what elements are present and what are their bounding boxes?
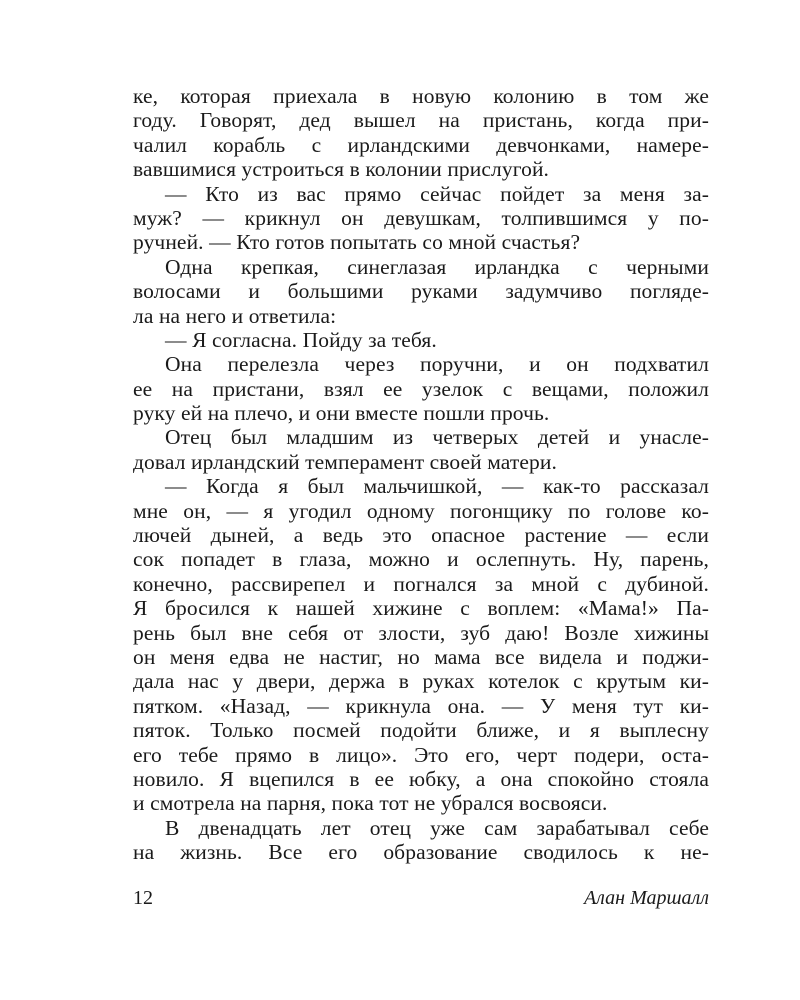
text-line: дала нас у двери, держа в руках котелок с крутым ки- — [133, 669, 709, 694]
body-text — [133, 84, 709, 865]
text-line: сок попадет в глаза, можно и ослепнуть. Ну, парень, — [133, 547, 709, 572]
text-line: и смотрела на парня, пока тот не убрался восвояси. — [133, 791, 608, 816]
text-line: Я бросился к нашей хижине с воплем: «Мама!» Па- — [133, 596, 709, 621]
page-footer — [133, 885, 709, 911]
text-line: ее на пристани, взял ее узелок с вещами, положил — [133, 376, 709, 401]
text-line: ке, которая приехала в новую колонию в том же — [133, 84, 709, 108]
text-line: конечно, рассвирепел и погнался за мной с дубиной. — [133, 571, 709, 596]
text-line: — Я согласна. Пойду за тебя. — [165, 327, 437, 352]
text-line: — Когда я был мальчишкой, — как-то рассказал — [165, 474, 709, 499]
text-line: на жизнь. Все его образование сводилось к не- — [133, 840, 709, 865]
running-footer-author: Алан Маршалл — [583, 887, 709, 909]
text-line: лючей дыней, а ведь это опасное растение — если — [133, 523, 709, 548]
text-line: Она перелезла через поручни, и он подхватил — [165, 352, 709, 377]
text-line: муж? — крикнул он девушкам, толпившимся у по- — [133, 205, 709, 230]
text-line: рень был вне себя от злости, зуб даю! Возле хижины — [133, 620, 709, 645]
text-line: пятком. «Назад, — крикнула она. — У меня тут ки- — [133, 693, 709, 718]
text-line: — Кто из вас прямо сейчас пойдет за меня за- — [165, 181, 709, 206]
text-line: мне он, — я угодил одному погонщику по голове ко- — [133, 498, 709, 523]
text-line: году. Говорят, дед вышел на пристань, когда при- — [133, 108, 709, 133]
text-line: пяток. Только посмей подойти ближе, и я выплесну — [133, 718, 709, 743]
text-line: довал ирландский темперамент своей матери. — [133, 449, 557, 474]
text-line: Отец был младшим из четверых детей и унасле- — [165, 425, 709, 450]
text-line: он меня едва не настиг, но мама все видела и поджи- — [133, 644, 709, 669]
text-line: ручней. — Кто готов попытать со мной счастья? — [133, 230, 581, 255]
text-line: В двенадцать лет отец уже сам зарабатывал себе — [165, 815, 709, 840]
text-line: руку ей на плечо, и они вместе пошли прочь. — [133, 401, 550, 426]
text-line: новило. Я вцепился в ее юбку, а она спокойно стояла — [133, 766, 709, 791]
text-line: вавшимися устроиться в колонии прислугой. — [133, 157, 550, 182]
text-line: Одна крепкая, синеглазая ирландка с черными — [165, 254, 709, 279]
text-line: ла на него и ответила: — [133, 303, 337, 328]
text-line: его тебе прямо в лицо». Это его, черт подери, оста- — [133, 742, 709, 767]
text-line: чалил корабль с ирландскими девчонками, намере- — [133, 132, 709, 157]
page-number: 12 — [133, 887, 153, 909]
text-line: волосами и большими руками задумчиво погляде- — [133, 279, 709, 304]
